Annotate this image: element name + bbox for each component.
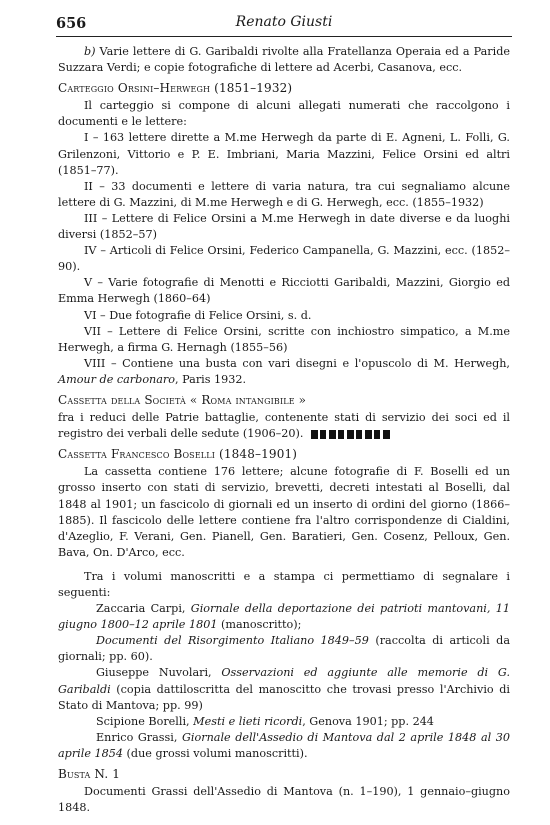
running-title: Renato Giusti	[235, 14, 333, 30]
text-segment: Carteggio Orsini–Herwegh (1851–1932)	[58, 81, 293, 96]
text-segment: VII – Lettere di Felice Orsini, scritte con inchiostro simpatico, a M.me Herwegh, a firma G. Hernagh (1855–56)	[58, 324, 510, 354]
text-segment: fra i reduci delle Patrie battaglie, contenente stati di servizio dei soci ed il registro dei verbali delle sedute (1906–20).	[58, 411, 510, 441]
paragraph	[58, 665, 510, 713]
paragraph	[58, 98, 510, 130]
text-segment: Cassetta della Società « Roma intangibile »	[58, 392, 307, 407]
text-segment: VI – Due fotografie di Felice Orsini, s. d.	[84, 308, 312, 322]
text-segment: I – 163 lettere dirette a M.me Herwegh da parte di E. Agneni, L. Folli, G. Grilenzoni, Vittorio e P. E. Imbriani, Maria Mazzini, Felice Orsini ed altri (1851–77).	[58, 131, 510, 177]
section-heading	[58, 766, 510, 782]
section-heading	[58, 392, 510, 408]
text-segment: Giuseppe Nuvolari,	[96, 666, 222, 680]
section-heading	[58, 446, 510, 462]
italic-text: Osservazioni ed aggiunte alle memorie di G. Garibaldi	[58, 666, 510, 696]
italic-text: Giornale della deportazione dei patrioti mantovani, 11 giugno 1800–12 aprile 1801	[58, 602, 510, 632]
text-segment: Enrico Grassi,	[96, 730, 182, 744]
italic-text: Mesti e lieti ricordi	[193, 714, 303, 728]
text-segment: IV – Articoli di Felice Orsini, Federico Campanella, G. Mazzini, ecc. (1852–90).	[58, 244, 510, 274]
paragraph	[58, 356, 510, 388]
paragraph	[58, 730, 510, 762]
text-segment: Tra i volumi manoscritti e a stampa ci permettiamo di segnalare i seguenti:	[58, 569, 510, 599]
italic-text: b)	[84, 45, 100, 58]
paragraph	[58, 179, 510, 211]
paragraph	[58, 410, 510, 442]
text-segment: , Genova 1901; pp. 244	[302, 714, 434, 728]
paragraph	[58, 130, 510, 178]
paragraph	[58, 324, 510, 356]
redaction-stamp	[311, 430, 391, 439]
text-segment: III – Lettere di Felice Orsini a M.me Herwegh in date diverse e da luoghi diversi (1852–57)	[58, 211, 510, 242]
text-segment: La cassetta contiene 176 lettere; alcune fotografie di F. Boselli ed un grosso inserto con stati di servizio, brevetti, decreti intestati al Boselli, dal 1848 al 1901; un fascicolo di giornali ed un inserto di ordini del giorno (1866–1885). Il fascicolo delle lettere contiene fra l'altro corrispondenze di Cialdini, d'Azeglio, F. Verani, Gen. Pianell, Gen. Baratieri, Gen. Cosenz, Pelloux, Gen. Bava, On. D'Arco, ecc.	[58, 465, 510, 559]
text-segment: (copia dattiloscritta del manoscitto che trovasi presso l'Archivio di Stato di Mantova; pp. 99)	[58, 682, 510, 712]
page-body	[58, 44, 510, 816]
text-segment: Varie lettere di G. Garibaldi rivolte alla Fratellanza Operaia ed a Paride Suzzara Verdi; e copie fotografiche di lettere ad Acerbi, Casanova, ecc.	[58, 45, 510, 75]
page-header	[56, 12, 512, 37]
text-segment: Busta N. 1	[58, 767, 121, 782]
italic-text: Documenti del Risorgimento Italiano 1849–59	[96, 634, 369, 648]
paragraph	[58, 44, 510, 76]
text-segment: V – Varie fotografie di Menotti e Ricciotti Garibaldi, Mazzini, Giorgio ed Emma Herwegh (1860–64)	[58, 276, 510, 306]
paragraph	[58, 601, 510, 633]
text-segment: , Paris 1932.	[175, 372, 247, 386]
section-heading	[58, 80, 510, 96]
text-segment: Scipione Borelli,	[96, 714, 194, 728]
paragraph	[58, 275, 510, 307]
italic-text: Amour de carbonaro	[58, 372, 176, 386]
paragraph	[58, 464, 510, 561]
text-segment: Documenti Grassi dell'Assedio di Mantova (n. 1–190), 1 gennaio–giugno 1848.	[58, 785, 510, 815]
text-segment: Cassetta Francesco Boselli (1848–1901)	[58, 447, 298, 462]
paragraph	[58, 211, 510, 243]
text-segment: (raccolta di articoli da giornali; pp. 60).	[58, 634, 510, 664]
paragraph	[58, 633, 510, 665]
text-segment: (manoscritto);	[217, 618, 302, 632]
italic-text: Giornale dell'Assedio di Mantova dal 2 aprile 1848 al 30 aprile 1854	[58, 730, 510, 760]
text-segment: (due grossi volumi manoscritti).	[122, 746, 308, 760]
text-segment: Il carteggio si compone di alcuni allegati numerati che raccolgono i documenti e le lettere:	[58, 99, 510, 129]
text-segment: Zaccaria Carpi,	[96, 602, 191, 616]
paragraph	[58, 569, 510, 601]
paragraph	[58, 784, 510, 816]
spacer	[58, 561, 510, 569]
text-segment: II – 33 documenti e lettere di varia natura, tra cui segnaliamo alcune lettere di G. Mazzini, di M.me Herwegh e di G. Herwegh, ecc. (1855–1932)	[58, 179, 510, 209]
text-segment: VIII – Contiene una busta con vari disegni e l'opuscolo di M. Herwegh,	[84, 356, 510, 370]
page-number: 656	[56, 15, 87, 32]
paragraph	[58, 243, 510, 275]
paragraph	[58, 714, 510, 730]
paragraph	[58, 308, 510, 324]
